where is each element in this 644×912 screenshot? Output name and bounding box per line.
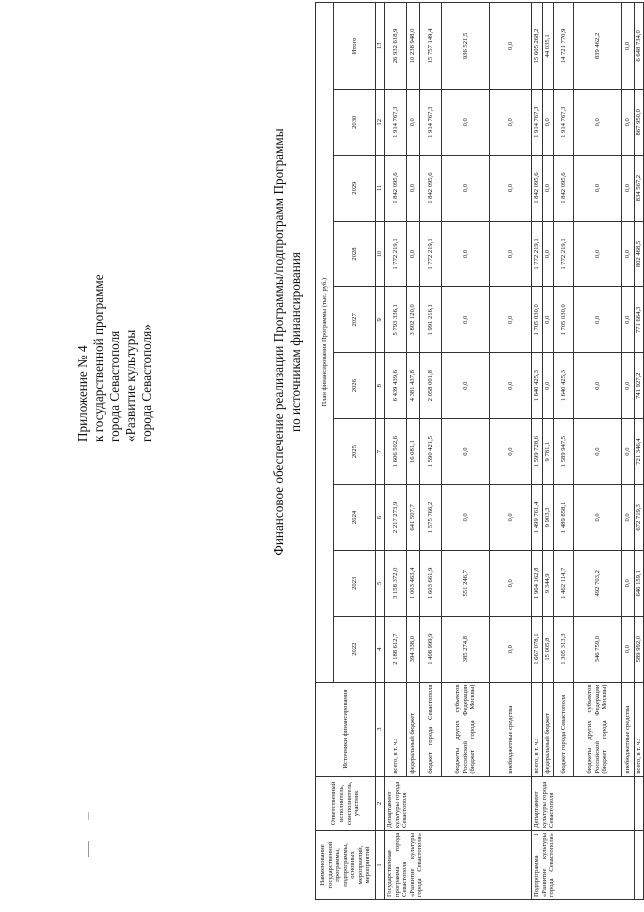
value-cell: 26 932 618,9 [385, 3, 407, 90]
value-cell: 1 705 030,0 [532, 287, 543, 353]
value-cell: 0,0 [490, 550, 532, 616]
source-cell: внебюджетные средства [622, 682, 635, 776]
value-cell: 9 781,1 [543, 419, 554, 485]
value-cell: 1 408 999,9 [420, 616, 442, 682]
value-cell: 15 605 268,2 [532, 3, 543, 90]
value-cell: 721 346,4 [635, 419, 644, 485]
value-cell: 1 575 766,2 [420, 484, 442, 550]
value-cell: 0,0 [407, 221, 420, 287]
value-cell: 1 640 425,3 [554, 353, 574, 419]
program-rows [385, 3, 532, 900]
value-cell: 14 721 770,9 [554, 3, 574, 90]
subprogram-executor: Департамент культуры города Севастополя [532, 776, 635, 830]
value-cell: 641 507,7 [407, 484, 420, 550]
value-cell: 0,0 [574, 287, 622, 353]
value-cell: 1 914 767,3 [420, 89, 442, 155]
value-cell: 4 381 437,8 [407, 353, 420, 419]
value-cell: 0,0 [442, 419, 490, 485]
value-cell: 0,0 [622, 89, 635, 155]
value-cell: 2 058 001,8 [420, 353, 442, 419]
value-cell: 0,0 [543, 89, 554, 155]
value-cell: 0,0 [574, 484, 622, 550]
subprogram-1-rows [532, 3, 644, 900]
value-cell: 9 903,3 [543, 484, 554, 550]
value-cell: 1 599 728,6 [532, 419, 543, 485]
value-cell: 0,0 [574, 353, 622, 419]
value-cell: 1 772 219,1 [532, 221, 543, 287]
subprogram-name: Подпрограмма 1 «Развитие культуры города Севастополя» [532, 831, 635, 900]
scan-mark [88, 841, 89, 857]
value-cell: 10 238 948,0 [407, 3, 420, 90]
column-number: 4 [376, 616, 385, 682]
column-number: 10 [376, 221, 385, 287]
value-cell: 0,0 [574, 89, 622, 155]
value-cell: 6 648 734,0 [635, 3, 644, 90]
value-cell: 1 842 095,6 [532, 155, 543, 221]
value-cell: 1 914 767,3 [554, 89, 574, 155]
column-number: 9 [376, 287, 385, 353]
table-row [554, 3, 574, 900]
value-cell: 1 606 502,6 [385, 419, 407, 485]
source-cell: всего, в т. ч.: [635, 682, 644, 776]
value-cell: 1 964 162,8 [532, 550, 543, 616]
appendix-line: города Севастополя [107, 330, 122, 442]
value-cell: 1 772 219,1 [385, 221, 407, 287]
title-line: по источникам финансирования [288, 252, 303, 432]
empty-cell [635, 831, 644, 900]
value-cell: 2 217 273,9 [385, 484, 407, 550]
scan-mark [88, 812, 89, 820]
table-row [635, 3, 644, 900]
empty-cell [635, 776, 644, 830]
header-year: 2030 [334, 89, 376, 155]
document-title [270, 22, 304, 662]
value-cell: 385 274,8 [442, 616, 490, 682]
value-cell: 0,0 [407, 155, 420, 221]
value-cell: 0,0 [622, 155, 635, 221]
value-cell: 0,0 [622, 616, 635, 682]
appendix-line: «Развитие культуры [123, 329, 138, 442]
value-cell: 1 462 114,7 [554, 550, 574, 616]
value-cell: 1 489 858,1 [554, 484, 574, 550]
value-cell: 0,0 [442, 221, 490, 287]
source-cell: бюджет города Севастополя [554, 682, 574, 776]
value-cell: 0,0 [543, 287, 554, 353]
value-cell: 1 305 313,3 [554, 616, 574, 682]
header-year: 2022 [334, 616, 376, 682]
value-cell: 1 667 078,1 [532, 616, 543, 682]
column-number: 6 [376, 484, 385, 550]
value-cell: 3 158 372,0 [385, 550, 407, 616]
table-row [442, 3, 490, 900]
value-cell: 0,0 [490, 484, 532, 550]
value-cell: 6 439 439,6 [385, 353, 407, 419]
appendix-line: города Севастополя» [139, 324, 154, 442]
column-number: 2 [376, 776, 385, 830]
value-cell: 16 081,1 [407, 419, 420, 485]
value-cell: 0,0 [543, 221, 554, 287]
source-cell: внебюджетные средства [490, 682, 532, 776]
header-name: Наименование государственной программы, подпрограммы, основных мероприятий, мероприятий [316, 831, 376, 900]
value-cell: 1 772 219,1 [554, 221, 574, 287]
header-year: 2023 [334, 550, 376, 616]
value-cell: 1 499 761,4 [532, 484, 543, 550]
header-year: 2026 [334, 353, 376, 419]
value-cell: 0,0 [543, 353, 554, 419]
appendix-line: Приложение № 4 [75, 345, 90, 442]
source-cell: бюджет города Севастополя [420, 682, 442, 776]
value-cell: 0,0 [490, 155, 532, 221]
value-cell: 0,0 [622, 221, 635, 287]
value-cell: 1 914 767,3 [385, 89, 407, 155]
value-cell: 1 705 030,0 [554, 287, 574, 353]
value-cell: 15 757 149,4 [420, 3, 442, 90]
value-cell: 1 842 095,6 [385, 155, 407, 221]
table-row [532, 3, 543, 900]
value-cell: 0,0 [490, 221, 532, 287]
header-source: Источники финансирования [316, 682, 376, 776]
column-number: 1 [376, 831, 385, 900]
value-cell: 394 338,0 [407, 616, 420, 682]
financing-table [315, 2, 644, 900]
value-cell: 0,0 [543, 155, 554, 221]
header-plan: План финансирования Программы (тыс. руб.) [316, 3, 334, 683]
value-cell: 0,0 [622, 550, 635, 616]
value-cell: 492 703,2 [574, 550, 622, 616]
value-cell: 0,0 [622, 3, 635, 90]
value-cell: 1 842 095,6 [554, 155, 574, 221]
header-executor: Ответственный исполнитель, соисполнитель, участник [316, 776, 376, 830]
value-cell: 0,0 [574, 419, 622, 485]
value-cell: 44 035,1 [543, 3, 554, 90]
value-cell: 1 842 095,6 [420, 155, 442, 221]
value-cell: 0,0 [442, 287, 490, 353]
value-cell: 0,0 [442, 484, 490, 550]
value-cell: 0,0 [490, 419, 532, 485]
value-cell: 0,0 [622, 484, 635, 550]
table-row [420, 3, 442, 900]
header-year: 2028 [334, 221, 376, 287]
value-cell: 0,0 [407, 89, 420, 155]
column-number: 8 [376, 353, 385, 419]
source-cell: федеральный бюджет [407, 682, 420, 776]
value-cell: 1 603 661,9 [420, 550, 442, 616]
value-cell: 741 927,2 [635, 353, 644, 419]
value-cell: 936 521,5 [442, 3, 490, 90]
header-year: 2024 [334, 484, 376, 550]
table-row [543, 3, 554, 900]
value-cell: 0,0 [490, 353, 532, 419]
source-cell: бюджеты других субъектов Российской Федерации (бюджет города Москвы) [574, 682, 622, 776]
value-cell: 1 640 425,3 [532, 353, 543, 419]
table-row [490, 3, 532, 900]
table-row [385, 3, 407, 900]
value-cell: 0,0 [442, 89, 490, 155]
value-cell: 802 468,5 [635, 221, 644, 287]
table-row [407, 3, 420, 900]
value-cell: 672 719,3 [635, 484, 644, 550]
value-cell: 0,0 [622, 353, 635, 419]
value-cell: 0,0 [574, 221, 622, 287]
value-cell: 1 991 216,1 [420, 287, 442, 353]
value-cell: 771 664,3 [635, 287, 644, 353]
value-cell: 0,0 [574, 155, 622, 221]
appendix-block [75, 202, 155, 442]
value-cell: 3 802 120,0 [407, 287, 420, 353]
appendix-line: к государственной программе [91, 274, 106, 442]
value-cell: 0,0 [622, 419, 635, 485]
program-name: Государственная программа города Севастополя «Развитие культуры города Севастополя» [385, 831, 532, 900]
source-cell: всего, в т. ч.: [385, 682, 407, 776]
value-cell: 346 759,0 [574, 616, 622, 682]
value-cell: 0,0 [442, 353, 490, 419]
value-cell: 1 772 219,1 [420, 221, 442, 287]
value-cell: 1 003 463,4 [407, 550, 420, 616]
source-cell: всего, в т. ч.: [532, 682, 543, 776]
column-number: 7 [376, 419, 385, 485]
value-cell: 0,0 [490, 3, 532, 90]
header-year: 2025 [334, 419, 376, 485]
header-year: 2027 [334, 287, 376, 353]
value-cell: 15 005,8 [543, 616, 554, 682]
value-cell: 1 590 421,5 [420, 419, 442, 485]
value-cell: 0,0 [622, 287, 635, 353]
value-cell: 5 793 336,1 [385, 287, 407, 353]
value-cell: 839 462,2 [574, 3, 622, 90]
source-cell: бюджеты других субъектов Российской Федерации (бюджет города Москвы) [442, 682, 490, 776]
header-year: 2029 [334, 155, 376, 221]
value-cell: 646 159,1 [635, 550, 644, 616]
source-cell: федеральный бюджет [543, 682, 554, 776]
value-cell: 0,0 [490, 287, 532, 353]
value-cell: 867 950,0 [635, 89, 644, 155]
column-number: 13 [376, 3, 385, 90]
value-cell: 551 246,7 [442, 550, 490, 616]
table-row [622, 3, 635, 900]
table-row [574, 3, 622, 900]
header-total: Итого [334, 3, 376, 90]
value-cell: 0,0 [490, 89, 532, 155]
column-number: 5 [376, 550, 385, 616]
program-executor: Департамент культуры города Севастополя [385, 776, 532, 830]
value-cell: 1 914 767,3 [532, 89, 543, 155]
value-cell: 9 344,9 [543, 550, 554, 616]
value-cell: 0,0 [442, 155, 490, 221]
value-cell: 589 992,0 [635, 616, 644, 682]
column-number: 12 [376, 89, 385, 155]
title-line: Финансовое обеспечение реализации Программы/подпрограмм Программы [271, 128, 286, 556]
value-cell: 834 567,2 [635, 155, 644, 221]
column-number: 11 [376, 155, 385, 221]
column-number: 3 [376, 682, 385, 776]
column-number-row [376, 3, 385, 900]
value-cell: 1 589 947,5 [554, 419, 574, 485]
value-cell: 0,0 [490, 616, 532, 682]
value-cell: 2 188 612,7 [385, 616, 407, 682]
